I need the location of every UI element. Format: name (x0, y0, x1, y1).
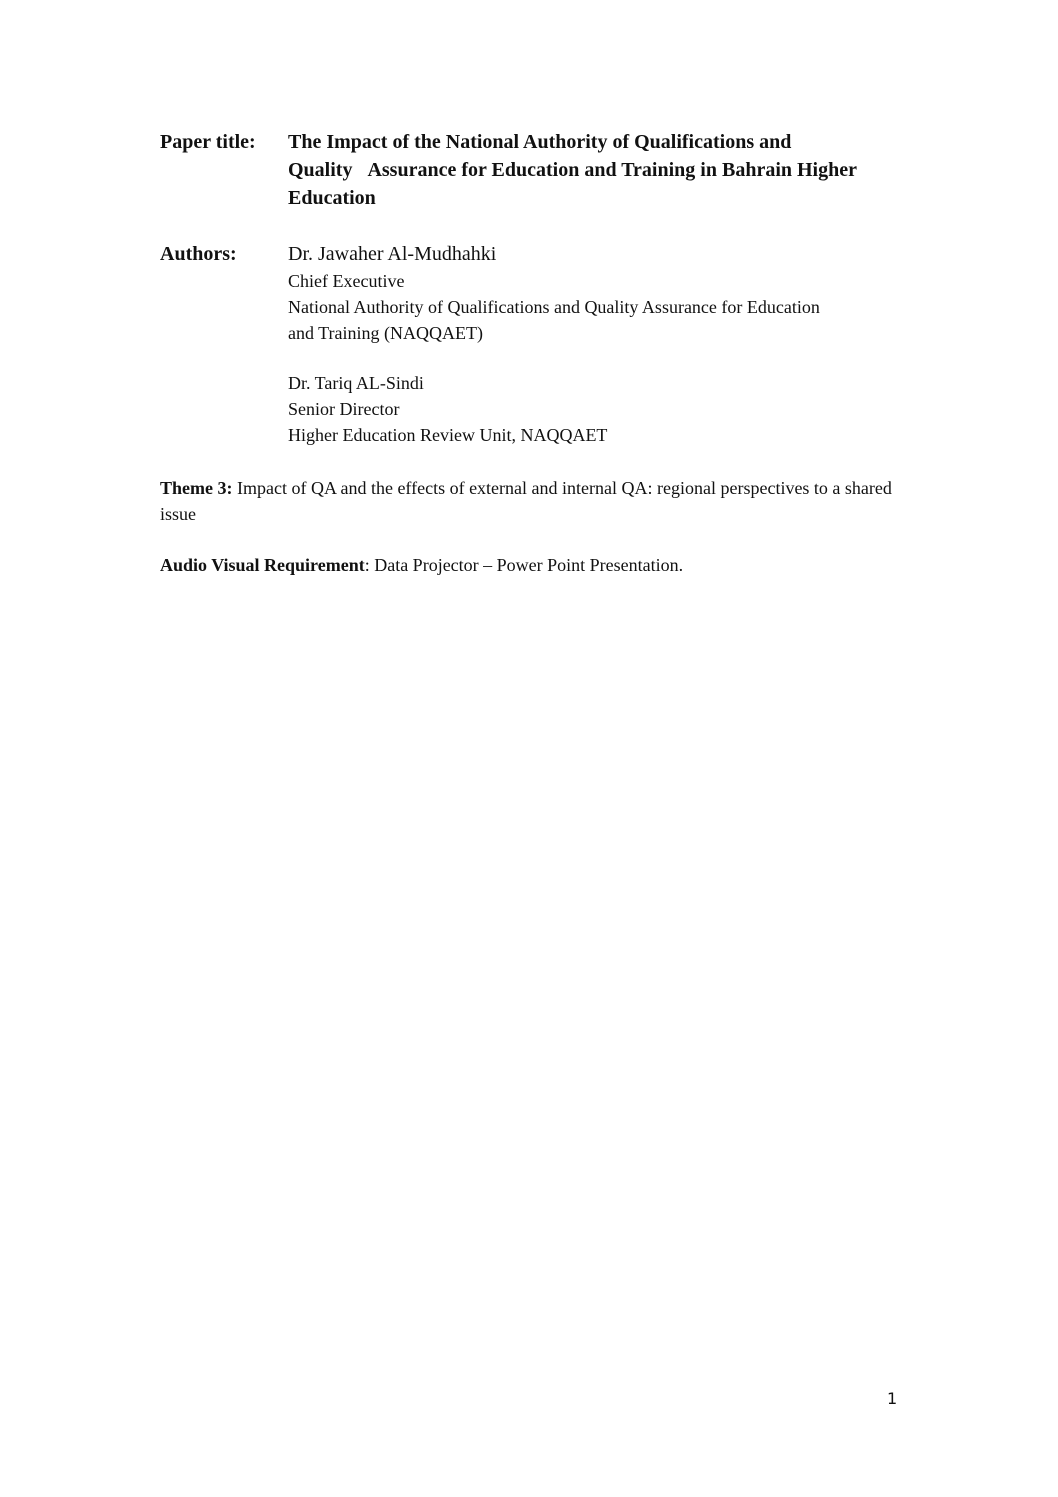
author-affiliation: Higher Education Review Unit, NAQQAET (288, 425, 608, 445)
theme-text: Impact of QA and the effects of external and internal QA: regional perspectives to a shared issue (160, 478, 892, 524)
authors-label: Authors: (160, 243, 237, 265)
av-requirement-label: Audio Visual Requirement (160, 555, 365, 575)
av-requirement-paragraph (160, 552, 900, 578)
author-position: Senior Director (288, 399, 400, 419)
paper-title-line: Quality Assurance for Education and Training in Bahrain Higher (288, 159, 857, 181)
author-position: Chief Executive (288, 271, 405, 291)
author-affiliation: National Authority of Qualifications and Quality Assurance for Education (288, 297, 820, 317)
page-number: 1 (887, 1389, 898, 1408)
theme-paragraph (160, 475, 900, 527)
paper-title-line: The Impact of the National Authority of Qualifications and (288, 131, 792, 153)
authors-list (288, 240, 908, 448)
author-affiliation: and Training (NAQQAET) (288, 323, 483, 343)
author-name: Dr. Tariq AL-Sindi (288, 373, 424, 393)
author-name: Dr. Jawaher Al-Mudhahki (288, 243, 497, 265)
av-requirement-text: : Data Projector – Power Point Presentation. (364, 555, 684, 575)
author-spacer (288, 346, 908, 372)
paper-title-label: Paper title: (160, 131, 256, 153)
author-entry (288, 370, 908, 448)
theme-label: Theme 3: (160, 478, 233, 498)
paper-title (288, 128, 908, 212)
paper-title-line: Education (288, 187, 376, 209)
author-entry (288, 240, 908, 346)
